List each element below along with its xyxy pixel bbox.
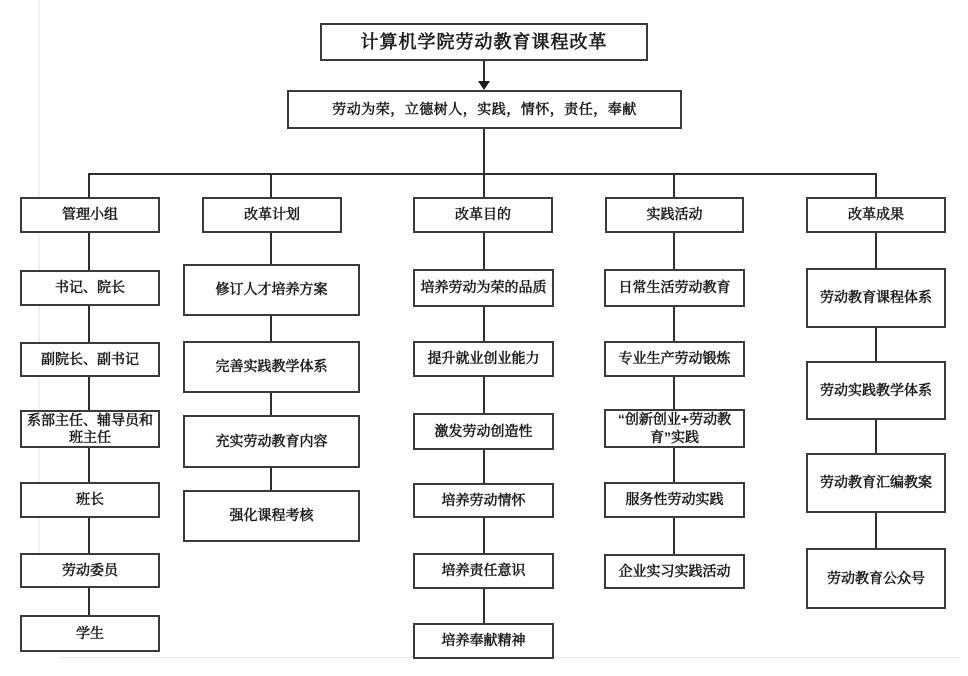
flow-node: 班长 [20,482,160,518]
flow-node: 服务性劳动实践 [604,482,745,518]
connector [483,233,485,269]
flow-node: 劳动教育课程体系 [806,268,946,328]
column-header-practice-activities: 实践活动 [605,197,744,233]
flow-node: 强化课程考核 [183,490,360,542]
flow-node: 培养奉献精神 [413,623,554,659]
flow-node: “创新创业+劳动教育”实践 [604,409,745,448]
connector [875,173,877,197]
flow-node: 提升就业创业能力 [413,341,554,377]
flow-node: 书记、院长 [20,270,160,306]
flow-node: 劳动教育公众号 [806,548,946,609]
arrowhead-icon [478,81,490,90]
connector [483,377,485,413]
flow-node: 副院长、副书记 [20,342,160,377]
flow-node: 劳动教育汇编教案 [806,453,946,513]
connector [88,306,90,342]
diagram-subtitle-box: 劳动为荣，立德树人，实践，情怀，责任，奉献 [287,90,682,129]
flow-node: 充实劳动教育内容 [183,415,360,468]
connector [673,307,675,341]
flow-node: 劳动实践教学体系 [806,361,946,420]
flow-node: 培养劳动为荣的品质 [413,269,554,307]
connector [483,518,485,553]
flow-node: 专业生产劳动锻炼 [604,341,745,377]
flow-node: 劳动委员 [20,553,160,588]
flow-node: 系部主任、辅导员和班主任 [20,410,160,448]
connector [673,377,675,409]
connector [673,233,675,269]
connector [88,518,90,553]
diagram-title-box: 计算机学院劳动教育课程改革 [320,23,648,61]
flow-node: 培养责任意识 [413,553,554,589]
column-header-reform-purpose: 改革目的 [413,197,553,233]
connector [875,420,877,453]
column-header-reform-results: 改革成果 [806,197,946,233]
connector [483,450,485,483]
connector [483,173,485,197]
connector [270,316,272,341]
flow-node: 日常生活劳动教育 [604,269,745,307]
connector [270,173,272,197]
connector [88,448,90,482]
connector [673,518,675,554]
connector [483,61,485,83]
connector [483,129,485,173]
flow-node: 激发劳动创造性 [413,413,554,450]
connector [673,173,675,197]
connector [88,588,90,615]
column-header-management-group: 管理小组 [20,197,160,233]
connector [875,328,877,361]
connector [483,589,485,623]
connector [270,393,272,415]
connector [875,233,877,268]
connector [673,448,675,482]
connector [270,468,272,490]
flow-node: 学生 [20,615,160,652]
connector [88,173,90,197]
flow-node: 培养劳动情怀 [413,483,554,518]
connector [483,307,485,341]
flow-node: 完善实践教学体系 [183,341,360,393]
connector [270,233,272,264]
column-header-reform-plan: 改革计划 [202,197,342,233]
flow-node: 企业实习实践活动 [604,554,745,589]
connector [88,233,90,270]
flow-node: 修订人才培养方案 [183,264,360,316]
connector [88,377,90,410]
connector [875,513,877,548]
